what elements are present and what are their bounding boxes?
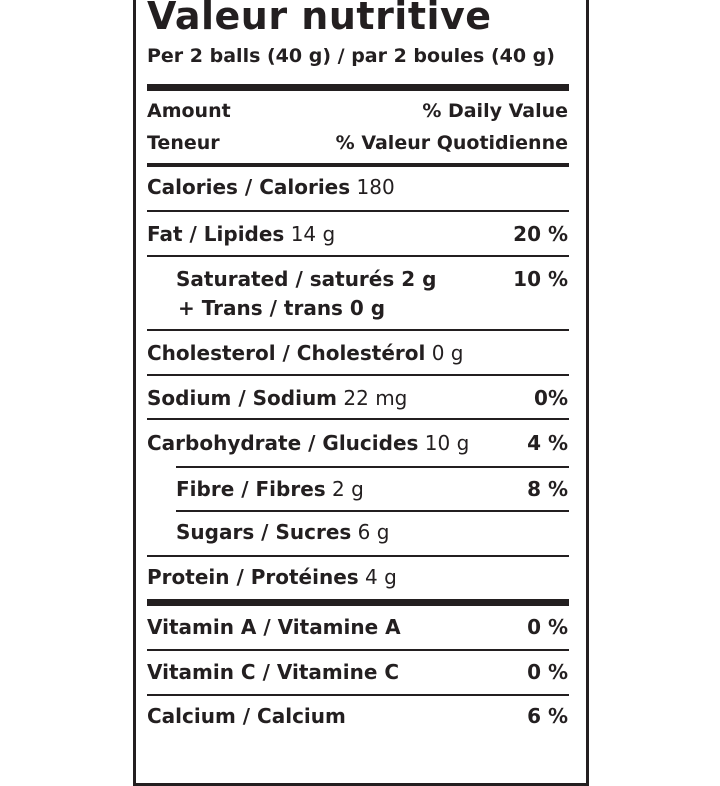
carbohydrate-row [147, 431, 469, 455]
vitamin-c-label: Vitamin C / Vitamine C [147, 660, 400, 684]
sodium-dv: 0% [534, 386, 568, 410]
calories-value: 180 [356, 175, 395, 199]
saturated-row [176, 267, 436, 291]
vitamin-a-row [147, 615, 401, 639]
saturated-dv: 10 % [513, 267, 568, 291]
header-dv-en: % Daily Value [422, 100, 568, 122]
header-amount-en: Amount [147, 100, 231, 122]
fat-amount: 14 g [290, 222, 336, 246]
protein-row [147, 565, 397, 589]
sodium-row [147, 386, 407, 410]
serving-size: Per 2 balls (40 g) / par 2 boules (40 g) [147, 45, 555, 67]
vitamin-c-row [147, 660, 399, 684]
cholesterol-amount: 0 g [431, 341, 464, 365]
sugars-label: Sugars / Sucres [176, 520, 352, 544]
vitamin-c-dv: 0 % [527, 660, 568, 684]
fat-label: Fat / Lipides [147, 222, 285, 246]
trans-label: + Trans / trans 0 g [178, 296, 386, 320]
divider [147, 255, 569, 257]
divider-indented [176, 510, 569, 512]
sodium-amount: 22 mg [343, 386, 408, 410]
cholesterol-label: Cholesterol / Cholestérol [147, 341, 426, 365]
label-title: Valeur nutritive [147, 0, 492, 38]
calories-label: Calories / Calories [147, 175, 351, 199]
header-amount-fr: Teneur [147, 132, 220, 154]
divider [147, 694, 569, 696]
divider-medium [147, 163, 569, 167]
divider [147, 210, 569, 212]
divider [147, 649, 569, 651]
calcium-dv: 6 % [527, 704, 568, 728]
divider [147, 329, 569, 331]
calories-row [147, 175, 395, 199]
trans-row [178, 296, 385, 320]
protein-amount: 4 g [365, 565, 397, 589]
divider [147, 374, 569, 376]
calcium-row [147, 704, 346, 728]
calcium-label: Calcium / Calcium [147, 704, 346, 728]
sodium-label: Sodium / Sodium [147, 386, 338, 410]
fibre-row [176, 477, 364, 501]
sugars-amount: 6 g [357, 520, 390, 544]
fat-dv: 20 % [513, 222, 568, 246]
divider-thick [147, 599, 569, 606]
divider-thick [147, 84, 569, 91]
carbohydrate-label: Carbohydrate / Glucides [147, 431, 419, 455]
vitamin-a-dv: 0 % [527, 615, 568, 639]
divider [147, 418, 569, 420]
fat-row [147, 222, 335, 246]
cholesterol-row [147, 341, 464, 365]
fibre-amount: 2 g [332, 477, 364, 501]
carbohydrate-amount: 10 g [424, 431, 470, 455]
vitamin-a-label: Vitamin A / Vitamine A [147, 615, 401, 639]
carbohydrate-dv: 4 % [527, 431, 568, 455]
protein-label: Protein / Protéines [147, 565, 359, 589]
fibre-label: Fibre / Fibres [176, 477, 326, 501]
sugars-row [176, 520, 389, 544]
fibre-dv: 8 % [527, 477, 568, 501]
divider-indented [176, 466, 569, 468]
divider [147, 555, 569, 557]
saturated-label: Saturated / saturés 2 g [176, 267, 437, 291]
header-dv-fr: % Valeur Quotidienne [335, 132, 568, 154]
